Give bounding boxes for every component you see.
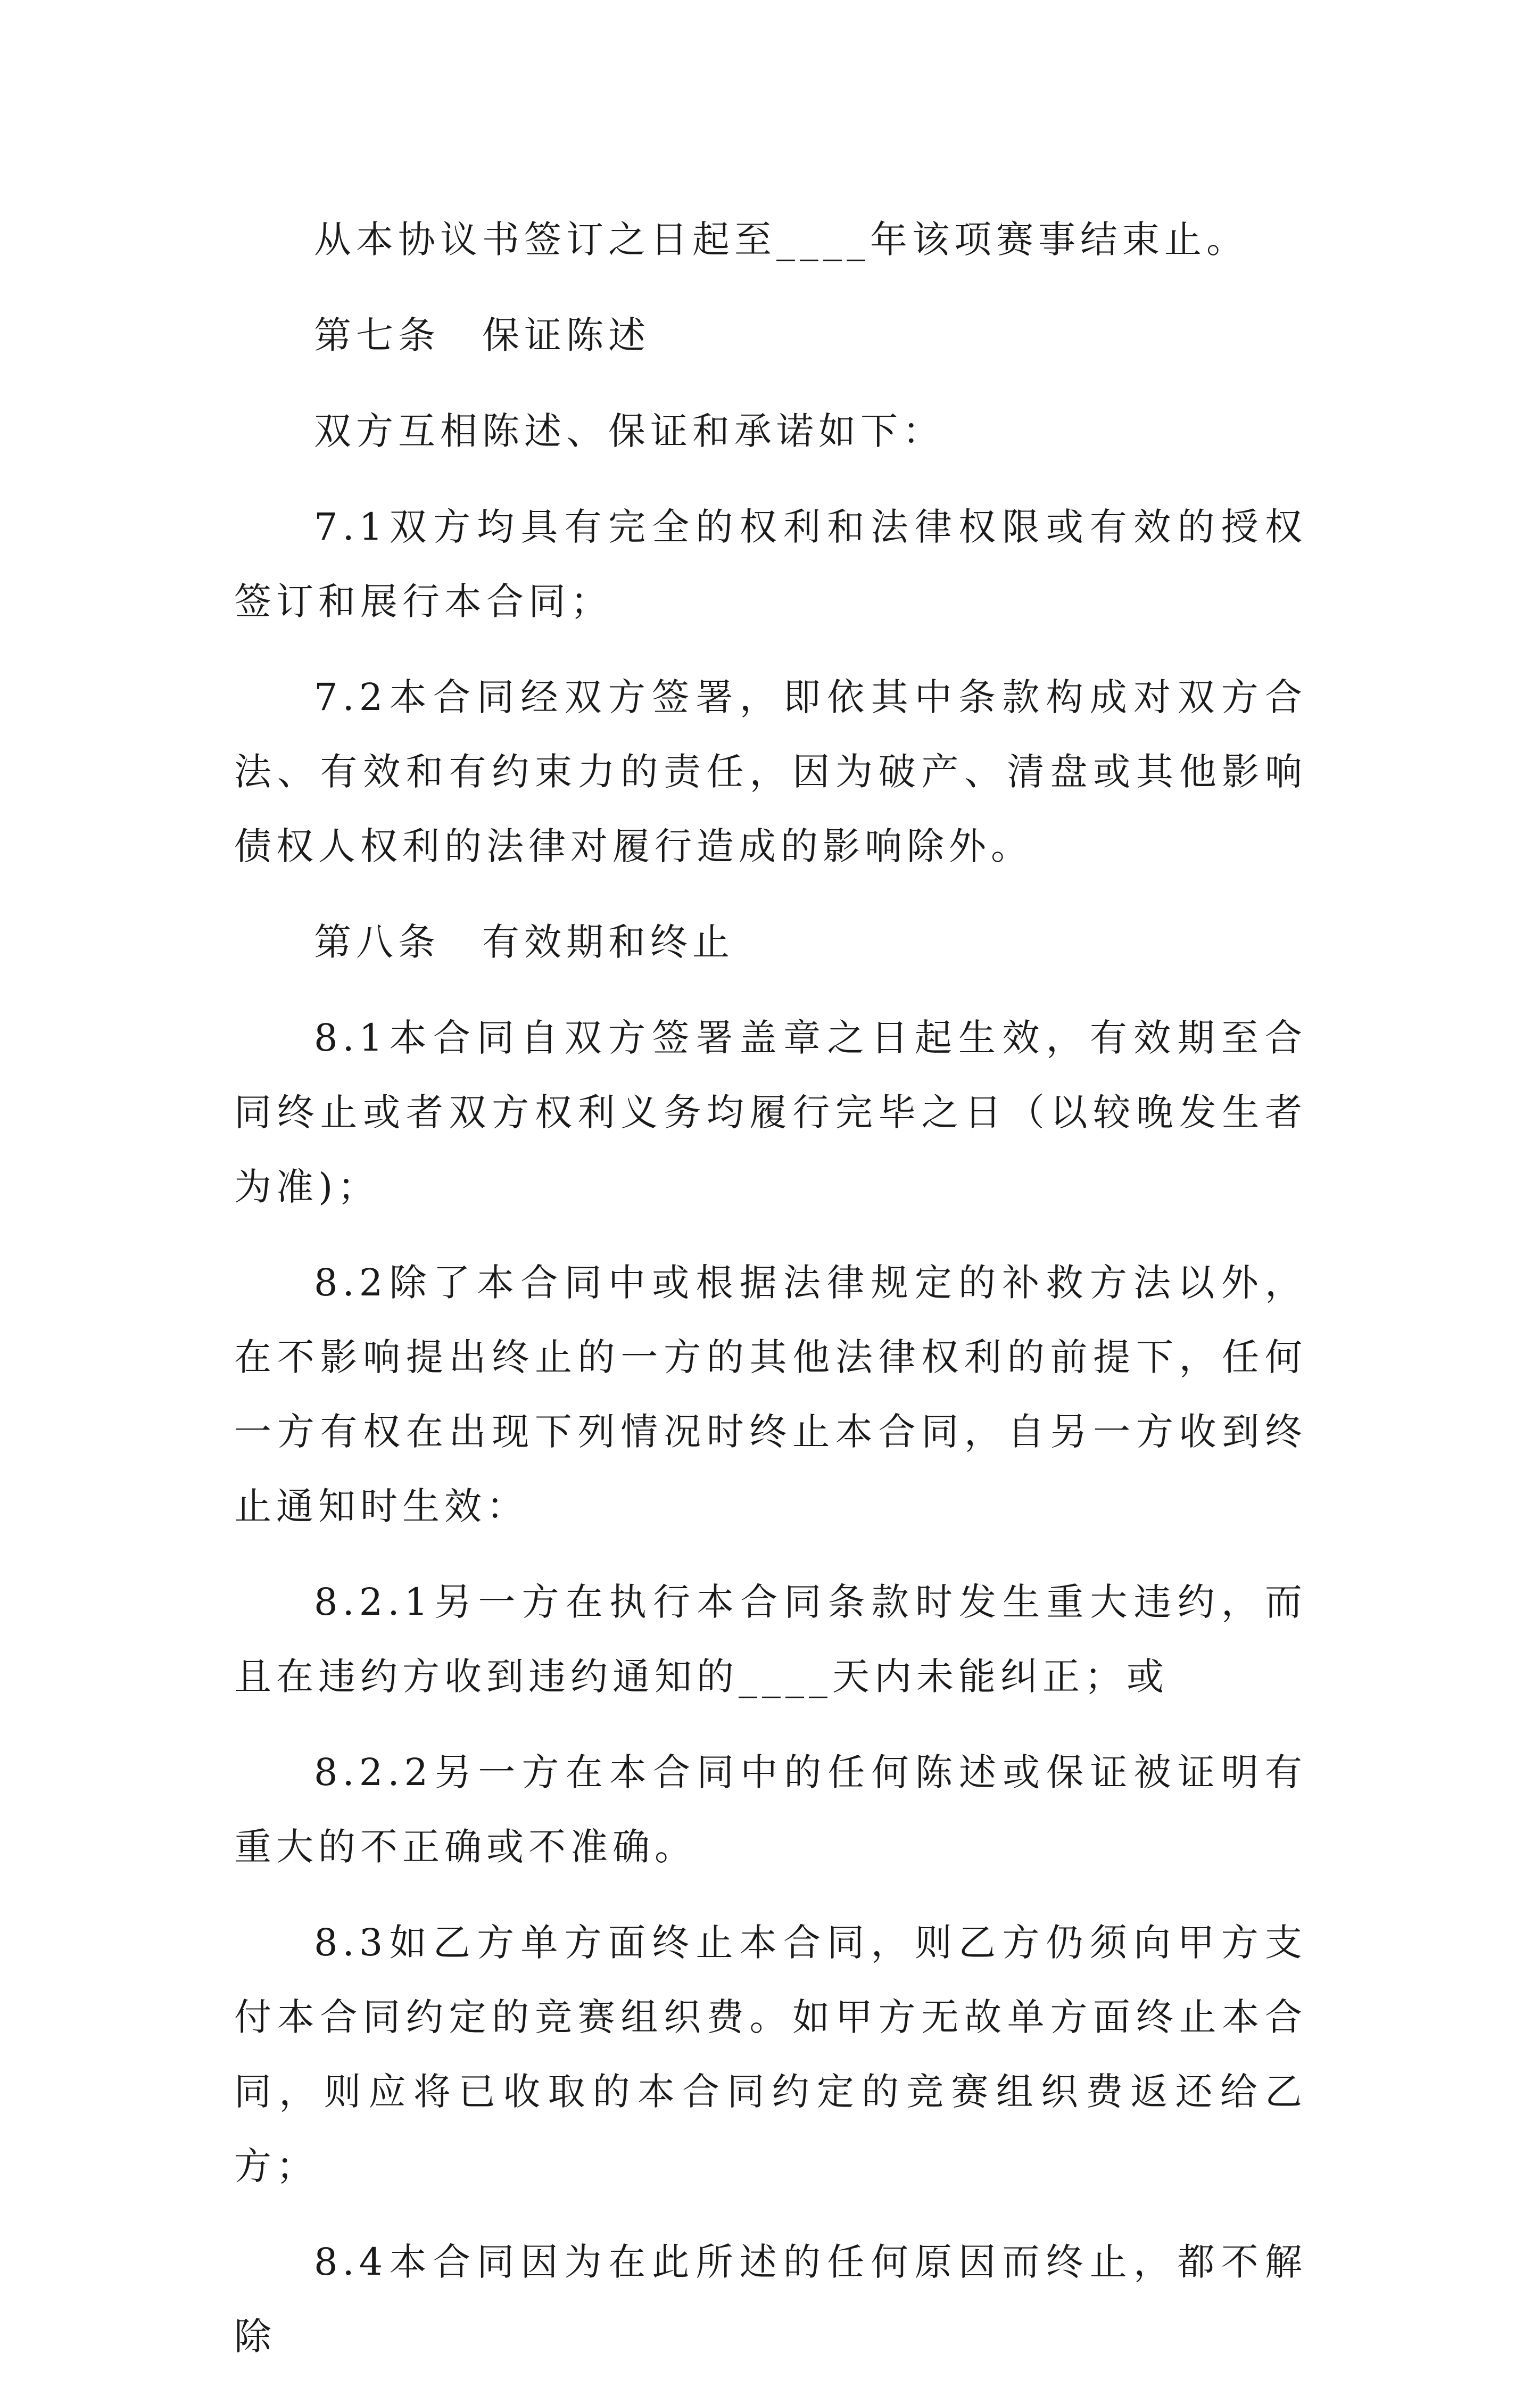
article-7-intro-paragraph: 双方互相陈述、保证和承诺如下：	[314, 409, 945, 453]
article-7-heading: 第七条 保证陈述	[314, 313, 650, 357]
article-8-heading: 第八条 有效期和终止	[314, 920, 734, 964]
clause-8-1-paragraph: 8.1本合同自双方签署盖章之日起生效，有效期至合同终止或者双方权利义务均履行完毕之日（以较晚发生者为准)；	[234, 1016, 1307, 1209]
clause-8-2-paragraph: 8.2除了本合同中或根据法律规定的补救方法以外，在不影响提出终止的一方的其他法律权利的前提下，任何一方有权在出现下列情况时终止本合同，自另一方收到终止通知时生效：	[234, 1261, 1307, 1528]
clause-8-4-paragraph: 8.4本合同因为在此所述的任何原因而终止，都不解除	[234, 2240, 1307, 2358]
clause-8-2-2-paragraph: 8.2.2另一方在本合同中的任何陈述或保证被证明有重大的不正确或不准确。	[234, 1750, 1307, 1869]
clause-7-2-paragraph: 7.2本合同经双方签署，即依其中条款构成对双方合法、有效和有约束力的责任，因为破产、清盘或其他影响债权人权利的法律对履行造成的影响除外。	[234, 675, 1307, 868]
clause-8-3-paragraph: 8.3如乙方单方面终止本合同，则乙方仍须向甲方支付本合同约定的竞赛组织费。如甲方无故单方面终止本合同，则应将已收取的本合同约定的竞赛组织费返还给乙方；	[234, 1921, 1307, 2188]
term-period-paragraph: 从本协议书签订之日起至____年该项赛事结束止。	[314, 218, 1248, 261]
clause-7-1-paragraph: 7.1双方均具有完全的权利和法律权限或有效的授权签订和展行本合同；	[234, 505, 1307, 623]
clause-8-2-1-paragraph: 8.2.1另一方在执行本合同条款时发生重大违约，而且在违约方收到违约通知的____天内未能纠正；或	[234, 1580, 1307, 1698]
document-body	[234, 202, 1307, 2395]
